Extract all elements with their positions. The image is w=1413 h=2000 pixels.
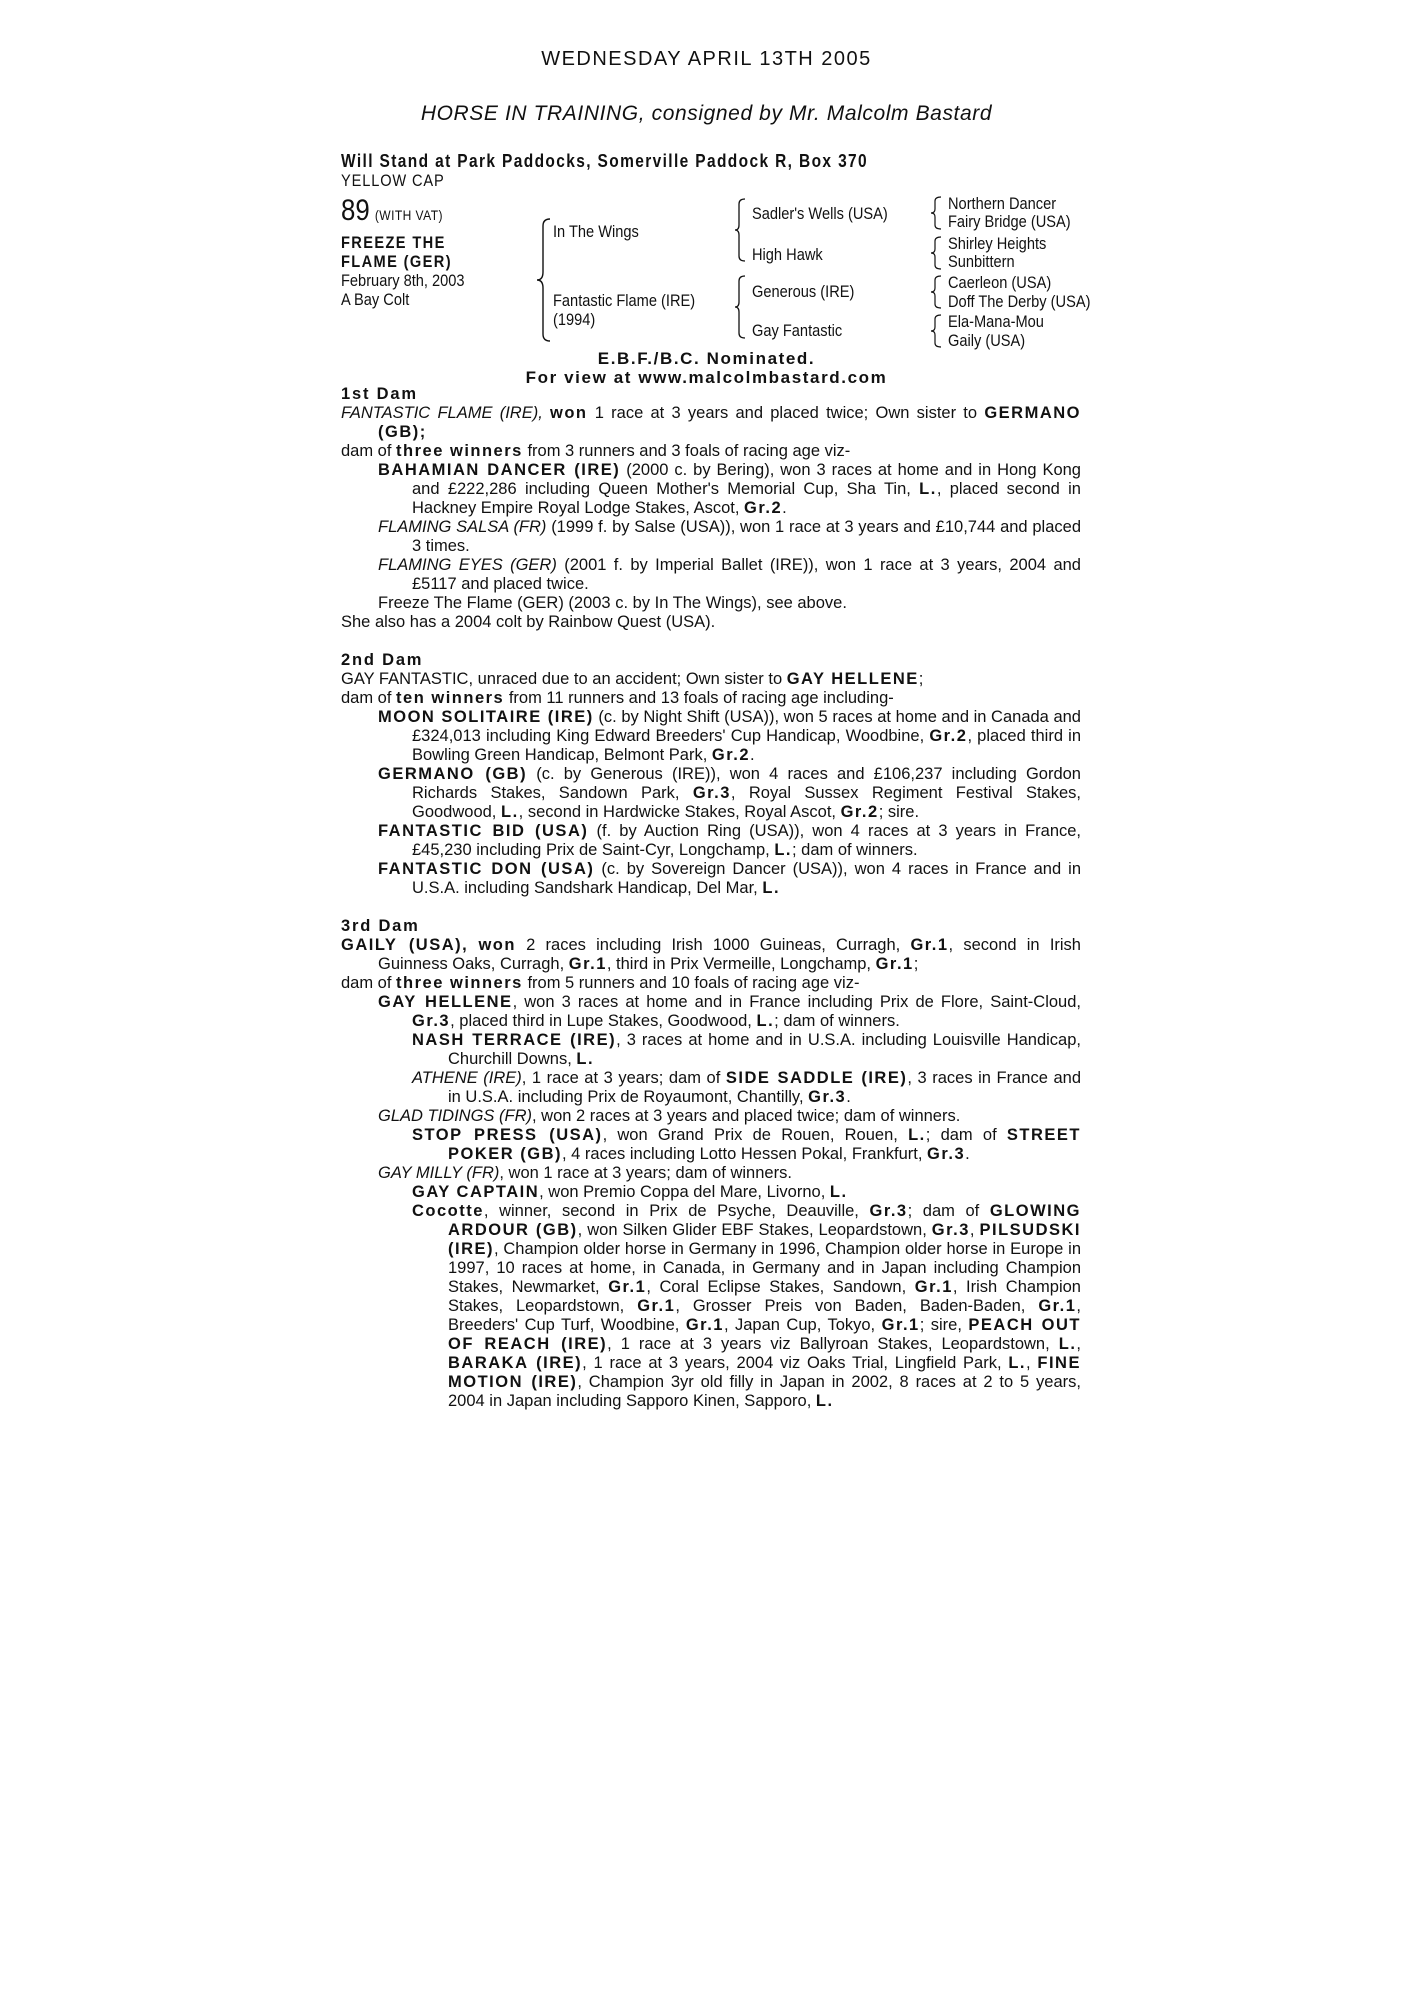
second-dam-heading: 2nd Dam (341, 651, 424, 669)
horse-name-line1: FREEZE THE (341, 233, 446, 252)
produce-entry: GAY MILLY (FR), won 1 race at 3 years; dam of winners. (378, 1164, 792, 1182)
second-dam-produce-summary: dam of ten winners from 11 runners and 13 foals of racing age including- (341, 689, 894, 707)
pedigree-gg2: Fairy Bridge (USA) (948, 212, 1071, 231)
pedigree-brace-sire (734, 198, 746, 262)
third-dam-heading: 3rd Dam (341, 917, 420, 935)
foaling-date: February 8th, 2003 (341, 271, 465, 290)
produce-entry: GLAD TIDINGS (FR), won 2 races at 3 years and placed twice; dam of winners. (378, 1107, 961, 1125)
pedigree-brace-g3 (930, 275, 942, 309)
first-dam-intro: FANTASTIC FLAME (IRE), won 1 race at 3 years and placed twice; Own sister to GERMANO (GB); (341, 404, 1081, 441)
catalogue-body (341, 385, 1081, 1411)
pedigree-gg4: Sunbittern (948, 252, 1015, 271)
first-dam-produce-summary: dam of three winners from 3 runners and 3 foals of racing age viz- (341, 442, 851, 460)
pedigree-dam-dam: Gay Fantastic (752, 321, 843, 340)
second-dam-intro: GAY FANTASTIC, unraced due to an accident; Own sister to GAY HELLENE; (341, 670, 924, 688)
pedigree-gg8: Gaily (USA) (948, 331, 1026, 350)
pedigree-gg6: Doff The Derby (USA) (948, 292, 1091, 311)
pedigree-brace-g4 (930, 314, 942, 348)
produce-entry: FLAMING SALSA (FR) (1999 f. by Salse (USA)), won 1 race at 3 years and £10,744 and placed 3 times. (378, 518, 1081, 555)
view-link: For view at www.malcolmbastard.com (525, 368, 888, 387)
consignment-subtitle: HORSE IN TRAINING, consigned by Mr. Malcolm Bastard (420, 102, 993, 125)
pedigree-sire-sire: Sadler's Wells (USA) (752, 204, 888, 223)
pedigree-gg3: Shirley Heights (948, 234, 1047, 253)
vat-note: (WITH VAT) (374, 207, 443, 223)
pedigree-gg1: Northern Dancer (948, 194, 1057, 213)
pedigree-gg5: Caerleon (USA) (948, 273, 1052, 292)
pedigree-dam-line1: Fantastic Flame (IRE) (553, 291, 696, 310)
produce-entry: MOON SOLITAIRE (IRE) (c. by Night Shift (USA)), won 5 races at home and in Canada and £324,013 including King Edward Breeders' Cup Handicap, Woodbine, Gr.2, placed third in Bowling Green Handicap, Belmont Park, Gr.2. (378, 708, 1082, 764)
first-dam-heading: 1st Dam (341, 385, 418, 403)
produce-entry: FLAMING EYES (GER) (2001 f. by Imperial Ballet (IRE)), won 1 race at 3 years, 2004 and £5117 and placed twice. (378, 556, 1081, 593)
produce-entry: Cocotte, winner, second in Prix de Psyche, Deauville, Gr.3; dam of GLOWING ARDOUR (GB), won Silken Glider EBF Stakes, Leopardstown, Gr.3, PILSUDSKI (IRE), Champion older horse in Germany in 1996, Champion older horse in Europe in 1997, 10 races at home, in Canada, in Germany and in Japan including Champion Stakes, Newmarket, Gr.1, Coral Eclipse Stakes, Sandown, Gr.1, Irish Champion Stakes, Leopardstown, Gr.1, Grosser Preis von Baden, Baden-Baden, Gr.1, Breeders' Cup Turf, Woodbine, Gr.1, Japan Cup, Tokyo, Gr.1; sire, PEACH OUT OF REACH (IRE), 1 race at 3 years viz Ballyroan Stakes, Leopardstown, L., BARAKA (IRE), 1 race at 3 years, 2004 viz Oaks Trial, Lingfield Park, L., FINE MOTION (IRE), Champion 3yr old filly in Japan in 2002, 8 races at 2 to 5 years, 2004 in Japan including Sapporo Kinen, Sapporo, L. (412, 1202, 1082, 1410)
pedigree-sire-dam: High Hawk (752, 245, 823, 264)
pedigree-sire: In The Wings (553, 222, 639, 241)
produce-entry: NASH TERRACE (IRE), 3 races at home and in U.S.A. including Louisville Handicap, Churchill Downs, L. (412, 1031, 1081, 1068)
pedigree-brace-g2 (930, 236, 942, 270)
sale-date: WEDNESDAY APRIL 13TH 2005 (541, 48, 872, 70)
pedigree-dam-line2: (1994) (553, 310, 596, 329)
produce-entry: Freeze The Flame (GER) (2003 c. by In The Wings), see above. (378, 594, 847, 612)
horse-name-line2: FLAME (GER) (341, 252, 452, 271)
produce-entry: STOP PRESS (USA), won Grand Prix de Rouen, Rouen, L.; dam of STREET POKER (GB), 4 races including Lotto Hessen Pokal, Frankfurt, Gr.3. (412, 1126, 1081, 1163)
produce-entry: FANTASTIC BID (USA) (f. by Auction Ring (USA)), won 4 races at 3 years in France, £45,230 including Prix de Saint-Cyr, Longchamp, L.; dam of winners. (378, 822, 1082, 859)
cap-colour: YELLOW CAP (341, 171, 445, 190)
third-dam-produce-summary: dam of three winners from 5 runners and 10 foals of racing age viz- (341, 974, 860, 992)
produce-entry: GERMANO (GB) (c. by Generous (IRE)), won 4 races and £106,237 including Gordon Richards Stakes, Sandown Park, Gr.3, Royal Sussex Regiment Festival Stakes, Goodwood, L., second in Hardwicke Stakes, Royal Ascot, Gr.2; sire. (378, 765, 1081, 821)
produce-entry: GAY HELLENE, won 3 races at home and in France including Prix de Flore, Saint-Cloud, Gr.3, placed third in Lupe Stakes, Goodwood, L.; dam of winners. (378, 993, 1081, 1030)
pedigree-gg7: Ela-Mana-Mou (948, 312, 1044, 331)
nomination-note: E.B.F./B.C. Nominated. (597, 349, 816, 368)
third-dam-intro: GAILY (USA), won 2 races including Irish 1000 Guineas, Curragh, Gr.1, second in Irish Guinness Oaks, Curragh, Gr.1, third in Prix Vermeille, Longchamp, Gr.1; (341, 936, 1081, 973)
first-dam-also-note: She also has a 2004 colt by Rainbow Quest (USA). (341, 613, 716, 631)
produce-entry: ATHENE (IRE), 1 race at 3 years; dam of SIDE SADDLE (IRE), 3 races in France and in U.S.A. including Prix de Royaumont, Chantilly, Gr.3. (412, 1069, 1081, 1106)
pedigree-brace-main (536, 218, 552, 342)
lot-number-block (341, 194, 443, 228)
pedigree-dam-sire: Generous (IRE) (752, 282, 855, 301)
lot-number: 89 (341, 194, 370, 227)
stand-location: Will Stand at Park Paddocks, Somerville Paddock R, Box 370 (341, 151, 869, 171)
produce-entry: GAY CAPTAIN, won Premio Coppa del Mare, Livorno, L. (412, 1183, 848, 1201)
horse-description: A Bay Colt (341, 290, 410, 309)
horse-details (341, 233, 465, 309)
pedigree-brace-g1 (930, 196, 942, 230)
produce-entry: FANTASTIC DON (USA) (c. by Sovereign Dancer (USA)), won 4 races in France and in U.S.A. including Sandshark Handicap, Del Mar, L. (378, 860, 1082, 897)
pedigree-brace-dam (734, 275, 746, 339)
produce-entry: BAHAMIAN DANCER (IRE) (2000 c. by Bering), won 3 races at home and in Hong Kong and £222,286 including Queen Mother's Memorial Cup, Sha Tin, L., placed second in Hackney Empire Royal Lodge Stakes, Ascot, Gr.2. (378, 461, 1081, 517)
